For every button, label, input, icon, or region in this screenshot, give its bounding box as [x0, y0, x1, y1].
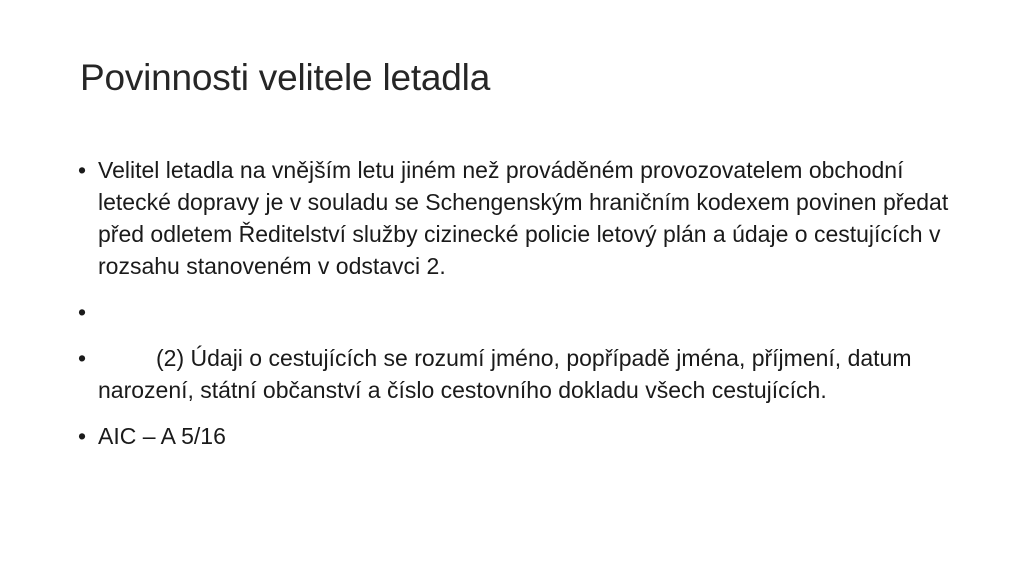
bullet-item-3	[78, 342, 958, 406]
bullet-icon: •	[78, 423, 87, 449]
bullet-icon: •	[78, 345, 87, 371]
bullet-item-2	[78, 296, 958, 328]
bullet-icon: •	[78, 299, 87, 325]
bullet-item-1	[78, 154, 958, 282]
bullet-text: AIC – A 5/16	[98, 423, 226, 449]
bullet-list	[78, 154, 958, 466]
bullet-text: Velitel letadla na vnějším letu jiném než prováděném provozovatelem obchodní letecké dopravy je v souladu se Schengenským hraničním kodexem povinen předat před odletem Ředitelství služby cizinecké policie letový plán a údaje o cestujících v rozsahu stanoveném v odstavci 2.	[98, 157, 949, 279]
slide-title: Povinnosti velitele letadla	[80, 57, 491, 98]
bullet-icon: •	[78, 157, 87, 183]
bullet-item-4	[78, 420, 958, 452]
bullet-text: (2) Údaji o cestujících se rozumí jméno, popřípadě jména, příjmení, datum narození, státní občanství a číslo cestovního dokladu všech cestujících.	[98, 345, 912, 403]
